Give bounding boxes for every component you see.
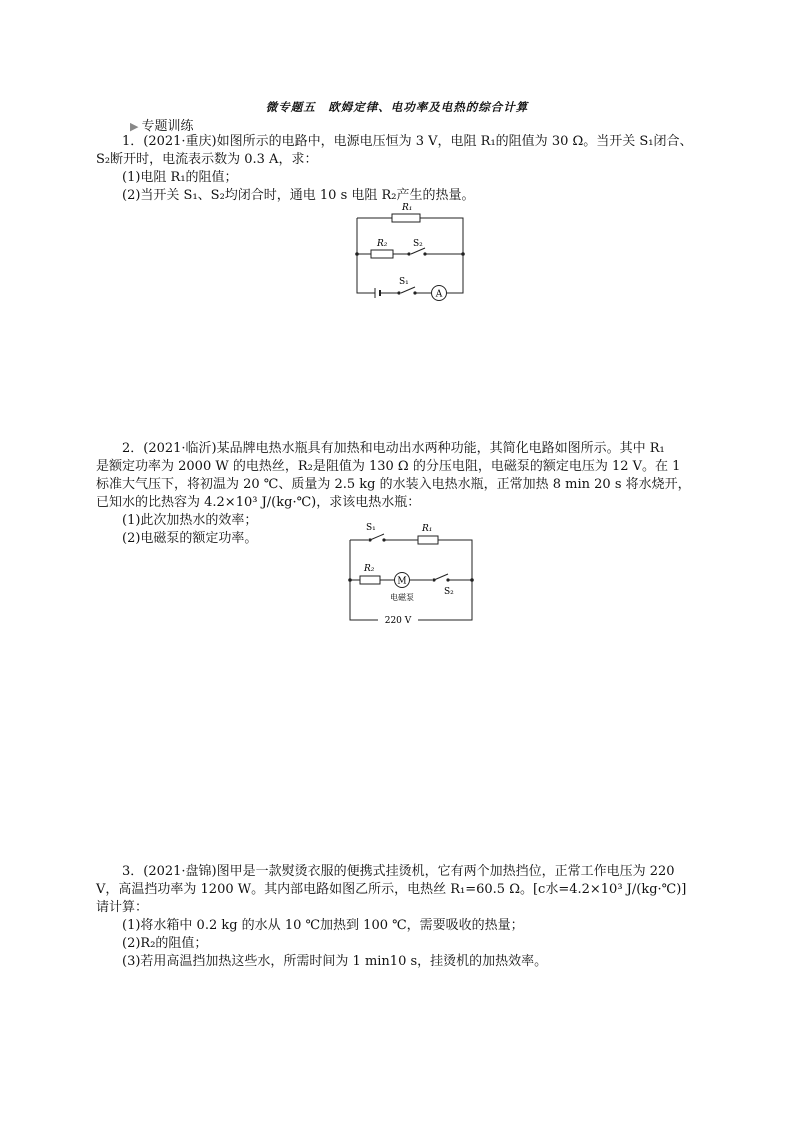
- r2-label: R₂: [377, 239, 388, 249]
- r1-resistor: [392, 214, 420, 222]
- q2-line-6: (2)电磁泵的额定功率。: [122, 531, 258, 546]
- q1-switch-dot: [397, 291, 400, 294]
- q1-line-2: S₂断开时，电流表示数为 0.3 A，求：: [96, 152, 318, 167]
- q2-switch-dot: [432, 578, 435, 581]
- section-label-text: 专题训练: [141, 119, 194, 134]
- q3-line-6: (3)若用高温挡加热这些水，所需时间为 1 min10 s，挂烫机的加热效率。: [122, 954, 548, 969]
- q3-line-2: V，高温挡功率为 1200 W。其内部电路如图乙所示，电热丝 R₁=60.5 Ω。[c水=4.2×10³ J/(kg·℃)]: [96, 882, 687, 897]
- q3-line-1: 3．(2021·盘锦)图甲是一款熨烫衣服的便携式挂烫机，它有两个加热挡位，正常工作电压为 220: [122, 864, 675, 879]
- r2-label: R₂: [364, 564, 375, 574]
- r2-resistor: [360, 576, 380, 584]
- q1-switch-dot: [407, 252, 410, 255]
- r2-resistor: [371, 250, 393, 258]
- q1-line-1: 1．(2021·重庆)如图所示的电路中，电源电压恒为 3 V，电阻 R₁的阻值为 30 Ω。当开关 S₁闭合、: [122, 134, 693, 149]
- q1-switch-dot: [423, 252, 426, 255]
- q1-switch-dot: [413, 291, 416, 294]
- s1-label: S₁: [399, 277, 409, 287]
- q3-line-4: (1)将水箱中 0.2 kg 的水从 10 ℃加热到 100 ℃，需要吸收的热量；: [122, 918, 524, 933]
- ammeter-label: A: [435, 289, 443, 300]
- q1-circuit-diagram: [345, 198, 475, 303]
- q2-line-3: 标准大气压下，将初温为 20 ℃、质量为 2.5 kg 的水装入电热水瓶，正常加热 8 min 20 s 将水烧开，: [96, 477, 691, 492]
- motor-label: M: [397, 576, 407, 587]
- q3-line-5: (2)R₂的阻值；: [122, 936, 208, 951]
- q2-switch-dot: [368, 538, 371, 541]
- q1-junction-dot: [461, 252, 465, 256]
- r1-label: R₁: [422, 524, 433, 534]
- q2-switch-dot: [446, 578, 449, 581]
- q3-line-3: 请计算：: [96, 900, 149, 915]
- r1-label: R₁: [402, 203, 413, 213]
- q1-junction-dot: [355, 252, 359, 256]
- q2-junction-dot: [348, 578, 352, 582]
- page-title: 微专题五 欧姆定律、电功率及电热的综合计算: [265, 100, 529, 114]
- q1-line-4: (2)当开关 S₁、S₂均闭合时，通电 10 s 电阻 R₂产生的热量。: [122, 188, 475, 203]
- q2-circuit-diagram: [338, 518, 478, 630]
- s2-label: S₂: [413, 239, 423, 249]
- q2-line-2: 是额定功率为 2000 W 的电热丝，R₂是阻值为 130 Ω 的分压电阻，电磁泵的额定电压为 12 V。在 1: [96, 459, 681, 474]
- section-label: [130, 115, 193, 134]
- triangle-icon: ▶: [130, 120, 139, 133]
- q2-junction-dot: [470, 578, 474, 582]
- q2-line-1: 2．(2021·临沂)某品牌电热水瓶具有加热和电动出水两种功能，其简化电路如图所示。其中 R₁: [122, 441, 665, 456]
- q2-switch-dot: [382, 538, 385, 541]
- s2-label: S₂: [444, 587, 454, 597]
- q2-line-4: 已知水的比热容为 4.2×10³ J/(kg·℃)，求该电热水瓶：: [96, 495, 421, 510]
- q2-line-5: (1)此次加热水的效率；: [122, 513, 258, 528]
- s1-label: S₁: [366, 523, 376, 533]
- r1-resistor: [418, 536, 438, 544]
- voltage-label: 220 V: [384, 616, 412, 626]
- pump-label: 电磁泵: [390, 593, 414, 602]
- q1-line-3: (1)电阻 R₁的阻值；: [122, 170, 238, 185]
